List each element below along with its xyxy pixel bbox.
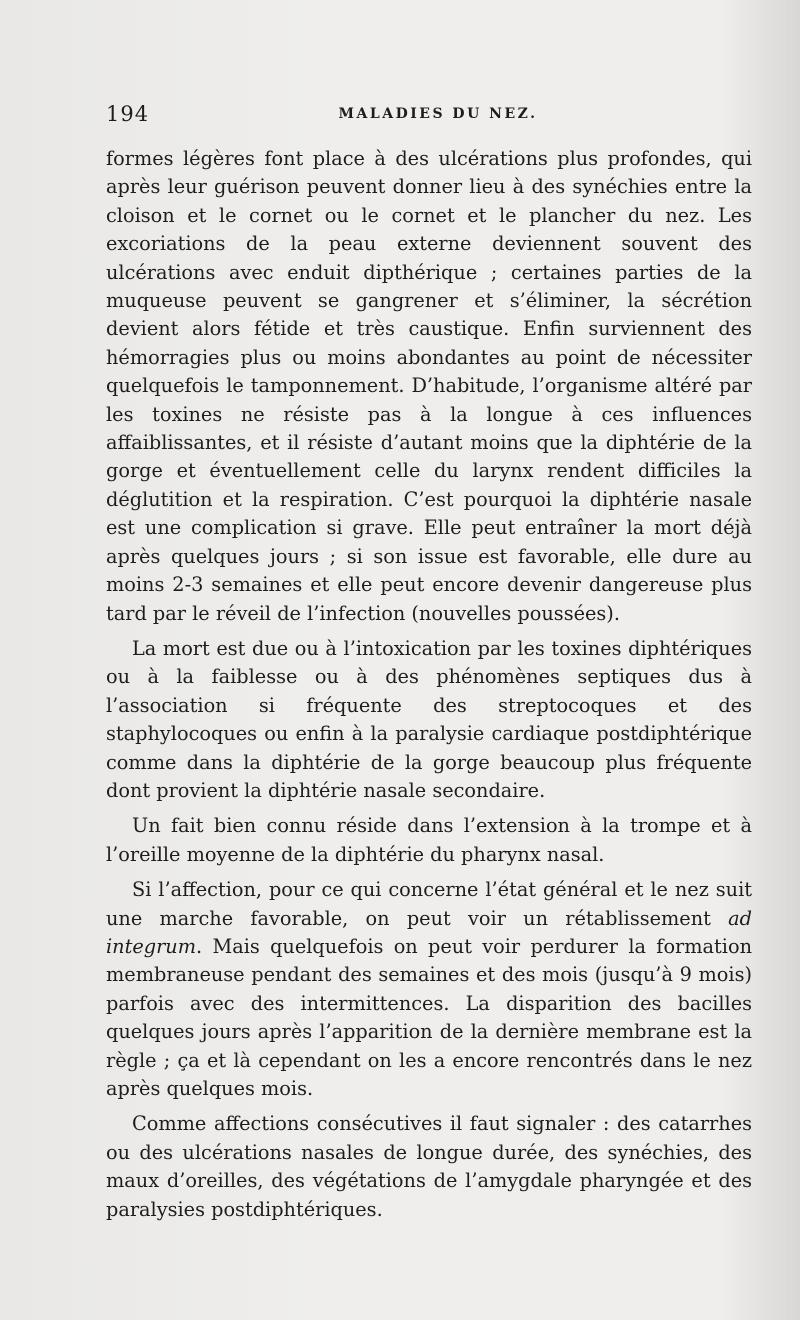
paragraph-1: formes légères font place à des ulcérations plus profondes, qui après leur guérison peuvent donner lieu à des synéchies entre la cloison et le cornet ou le cornet et le plancher du nez. Les excoriations de la peau externe deviennent souvent des ulcérations avec enduit dipthérique ; certaines parties de la muqueuse peuvent se gangrener et s’éliminer, la sécrétion devient alors fétide et très caustique. Enfin surviennent des hémorragies plus ou moins abondantes au point de nécessiter quelquefois le tamponnement. D’habitude, l’organisme altéré par les toxines ne résiste pas à la longue à ces influences affaiblissantes, et il résiste d’autant moins que la diphtérie de la gorge et éventuellement celle du larynx rendent difficiles la déglutition et la respiration. C’est pourquoi la diphtérie nasale est une complication si grave. Elle peut entraîner la mort déjà après quelques jours ; si son issue est favorable, elle dure au moins 2-3 semaines et elle peut encore devenir dangereuse plus tard par le réveil de l’infection (nouvelles poussées). [106, 147, 752, 625]
page-header [106, 100, 740, 132]
body-text [106, 145, 752, 1224]
paragraph-4-end: . Mais quelquefois on peut voir perdurer la formation membraneuse pendant des semaines et des mois (jusqu’à 9 mois) parfois avec des intermittences. La disparition des bacilles quelques jours après l’apparition de la dernière membrane est la règle ; ça et là cependant on les a encore rencontrés dans le nez après quelques mois. [106, 934, 752, 1100]
paragraph-5: Comme affections consécutives il faut signaler : des catarrhes ou des ulcérations nasales de longue durée, des synéchies, des maux d’oreilles, des végétations de l’amygdale pharyngée et des paralysies postdiphtériques. [106, 1112, 752, 1221]
paragraph-2: La mort est due ou à l’intoxication par les toxines diphtériques ou à la faiblesse ou à des phénomènes septiques dus à l’association si fréquente des streptocoques et des staphylocoques ou enfin à la paralysie cardiaque postdiphtérique comme dans la diphtérie de la gorge beaucoup plus fréquente dont provient la diphtérie nasale secondaire. [106, 636, 752, 802]
paragraph-4 [106, 876, 752, 1103]
paragraph-4-start: Si l’affection, pour ce qui concerne l’état général et le nez suit une marche favorable, on peut voir un rétablissement [106, 878, 752, 930]
paragraph-4-italic: ad integrum [106, 906, 752, 958]
page-number: 194 [106, 102, 150, 126]
running-title: MALADIES DU NEZ. [338, 106, 538, 122]
paragraph-3: Un fait bien connu réside dans l’extension à la trompe et à l’oreille moyenne de la diphtérie du pharynx nasal. [106, 814, 752, 866]
